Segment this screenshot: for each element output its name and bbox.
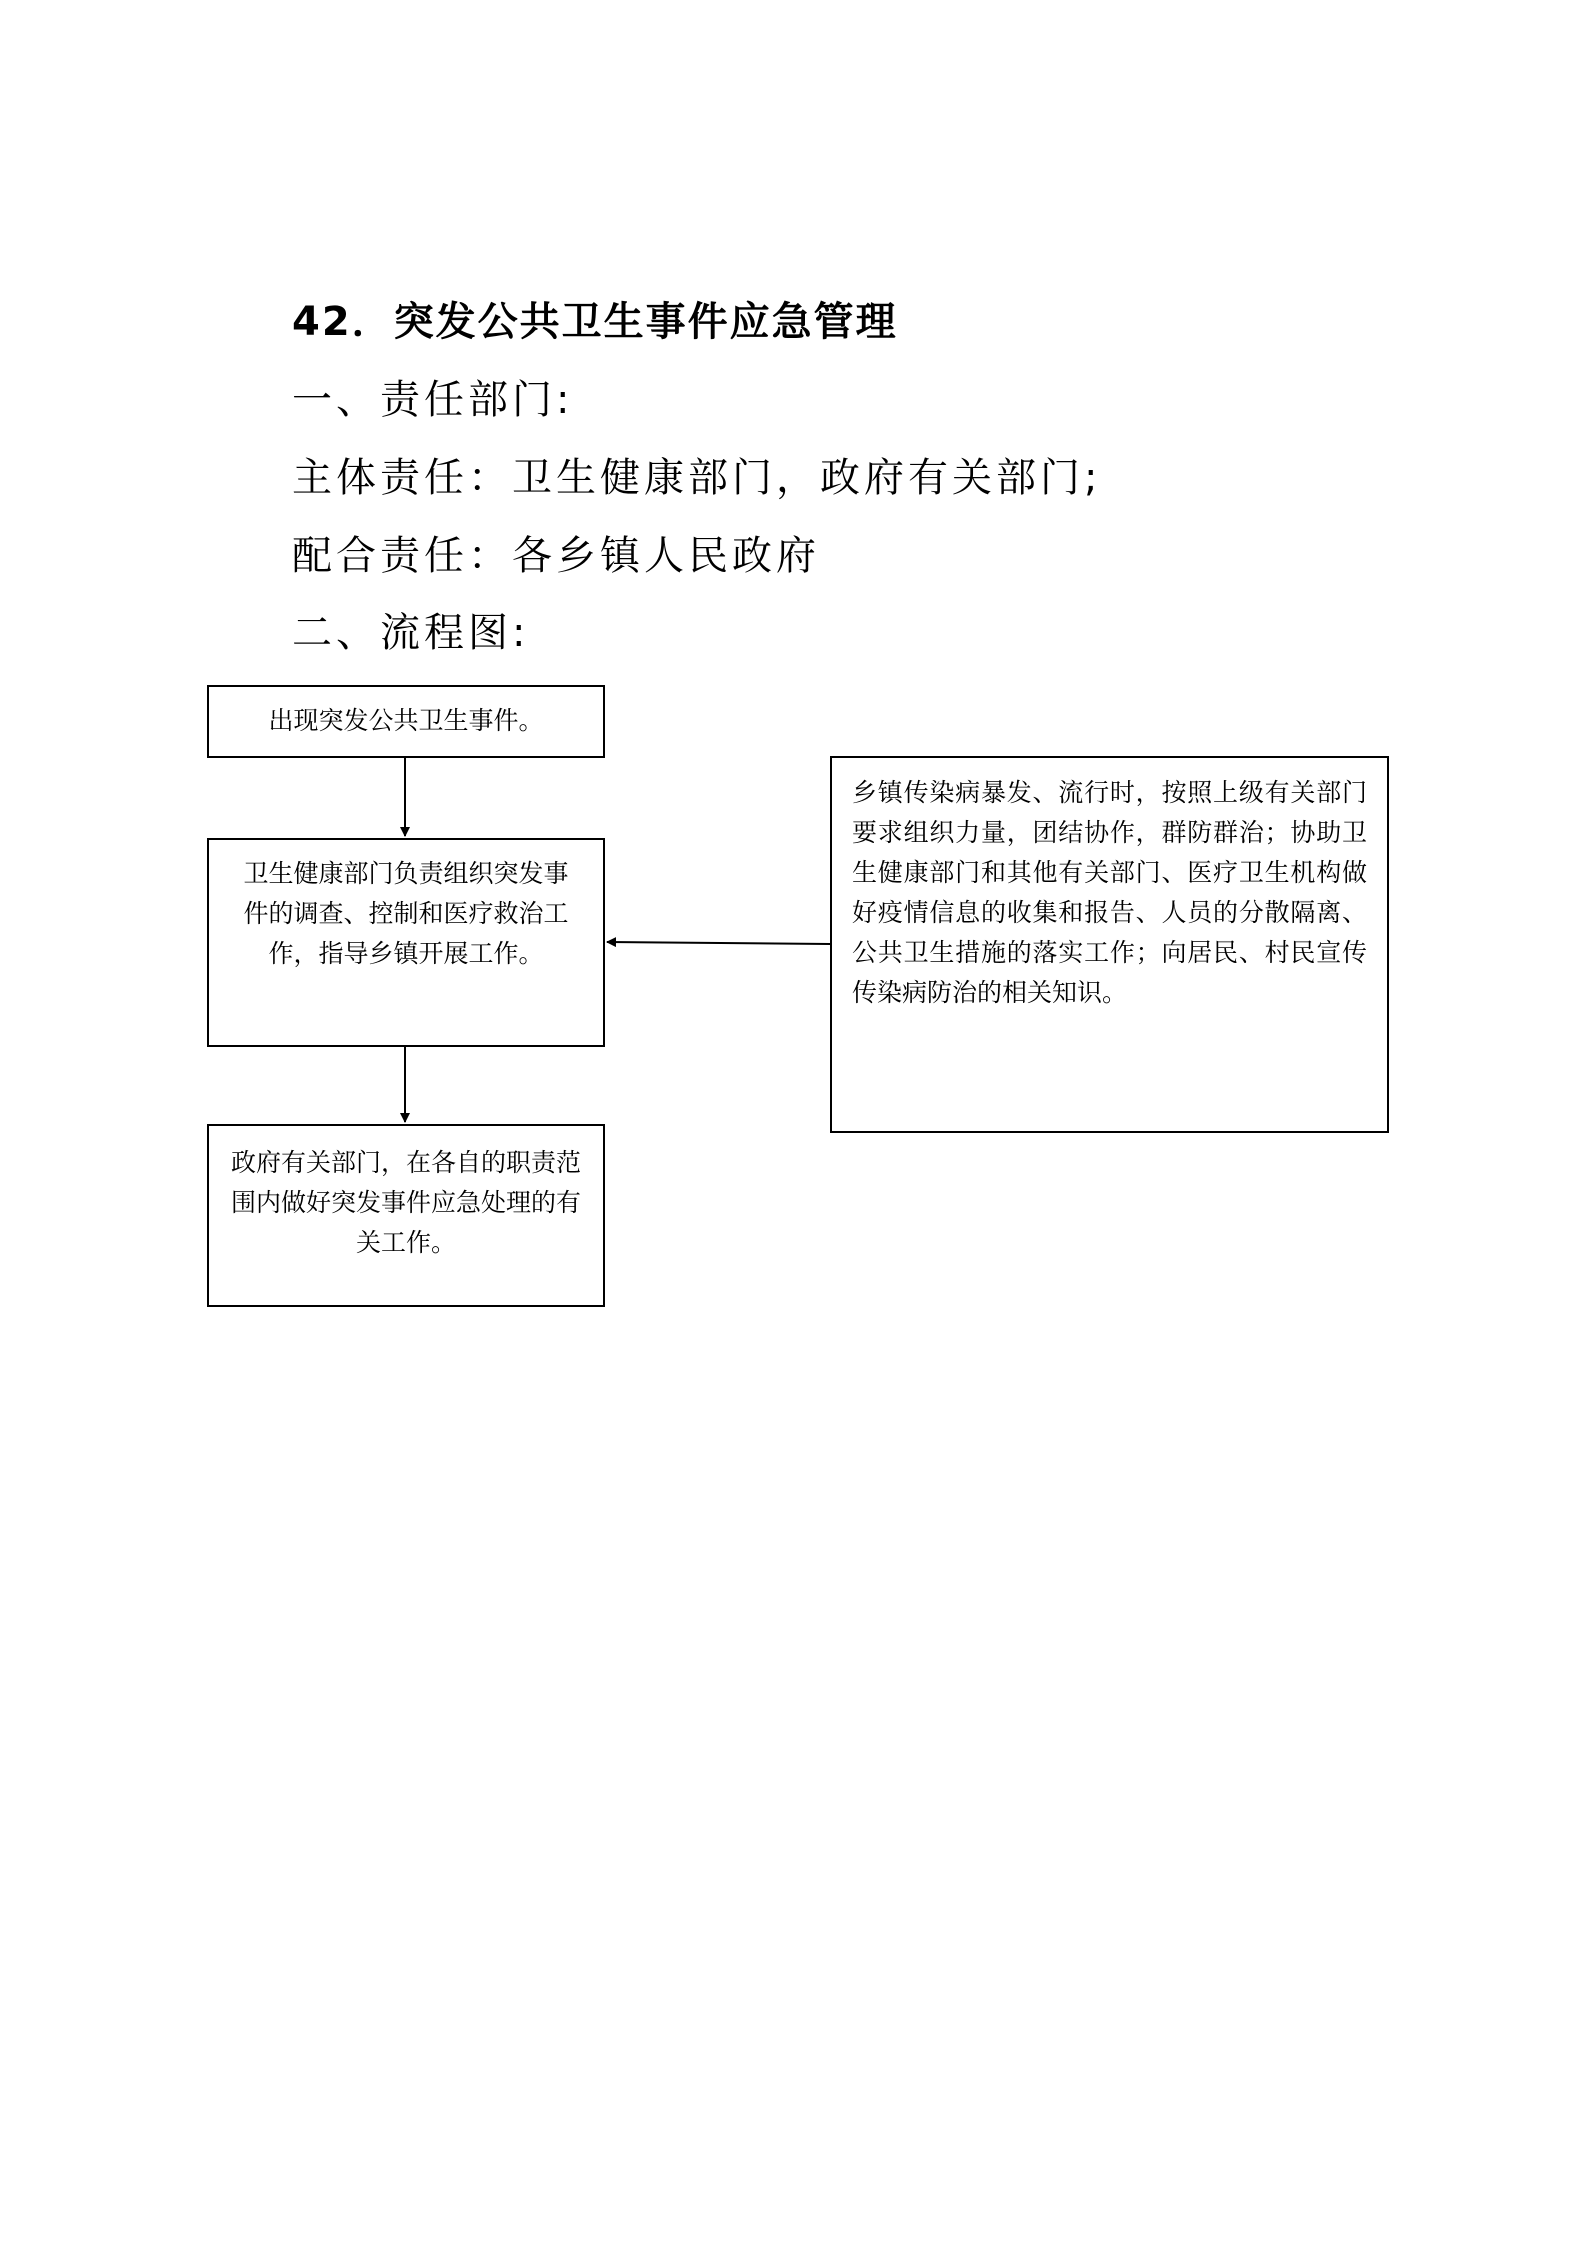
section-heading-responsibility: 一、责任部门: xyxy=(292,377,574,423)
flow-box-township xyxy=(830,756,1389,1133)
arrow-town-to-health xyxy=(607,942,830,944)
flow-box-gov-depts xyxy=(207,1124,605,1307)
flow-box-health-dept xyxy=(207,838,605,1047)
flow-box-health-dept-text: 卫生健康部门负责组织突发事件的调查、控制和医疗救治工作，指导乡镇开展工作。 xyxy=(243,859,569,968)
flow-box-event-text: 出现突发公共卫生事件。 xyxy=(268,706,544,735)
assist-responsibility-line: 配合责任：各乡镇人民政府 xyxy=(292,533,820,579)
main-responsibility-line: 主体责任：卫生健康部门，政府有关部门; xyxy=(292,455,1102,501)
flow-box-gov-depts-text: 政府有关部门，在各自的职责范围内做好突发事件应急处理的有关工作。 xyxy=(231,1148,582,1257)
flow-box-event xyxy=(207,685,605,758)
section-heading-flowchart: 二、流程图: xyxy=(292,610,530,656)
flow-box-township-text: 乡镇传染病暴发、流行时，按照上级有关部门要求组织力量，团结协作，群防群治；协助卫生健康部门和其他有关部门、医疗卫生机构做好疫情信息的收集和报告、人员的分散隔离、公共卫生措施的落实工作；向居民、村民宣传传染病防治的相关知识。 xyxy=(852,778,1367,1007)
document-title: 42．突发公共卫生事件应急管理 xyxy=(292,299,898,345)
